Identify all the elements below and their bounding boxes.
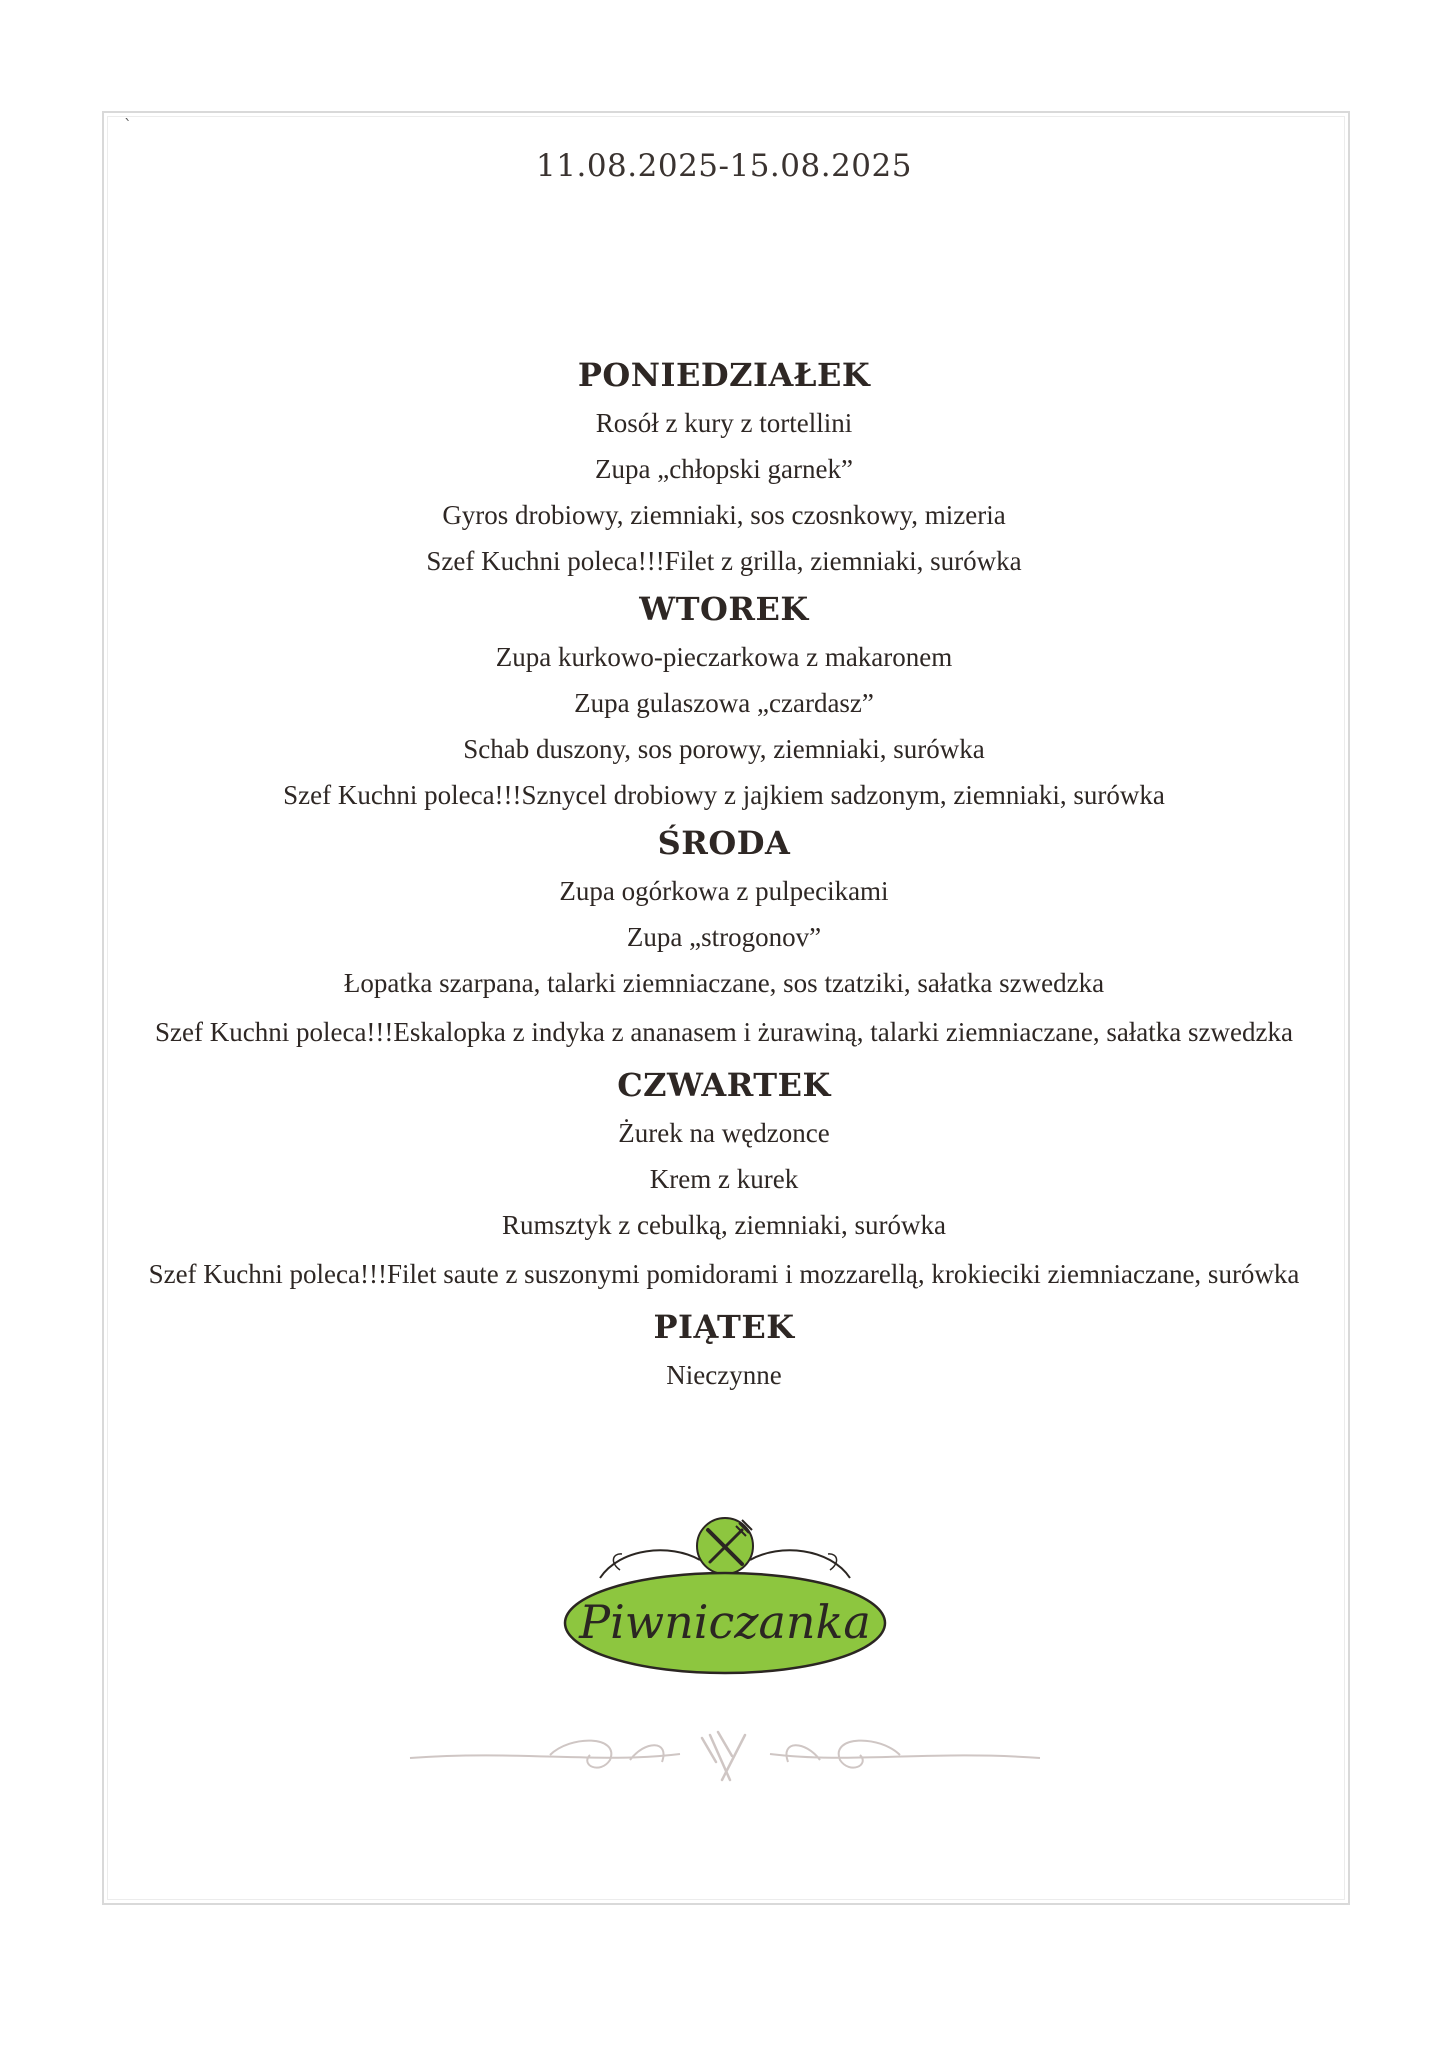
dish-item: Zupa kurkowo-pieczarkowa z makaronem <box>495 642 953 672</box>
ornament-curl-right <box>786 1745 820 1762</box>
dish-item: Zupa „chłopski garnek” <box>595 454 853 484</box>
day-thursday <box>132 1060 1316 1302</box>
day-monday <box>132 350 1316 584</box>
dish-item: Schab duszony, sos porowy, ziemniaki, surówka <box>463 734 985 764</box>
restaurant-logo <box>560 1508 890 1678</box>
dish-item-closed: Nieczynne <box>666 1360 782 1390</box>
dish-item-chef-special: Szef Kuchni poleca!!!Filet saute z suszonymi pomidorami i mozzarellą, krokieciki ziemniaczane, surówka <box>148 1259 1300 1289</box>
dish-item: Zupa „strogonov” <box>626 922 822 952</box>
dish-item: Żurek na wędzonce <box>618 1118 830 1148</box>
tick-mark: ` <box>124 116 132 135</box>
ornament-swirl-left <box>550 1741 611 1768</box>
dish-item: Zupa gulaszowa „czardasz” <box>574 688 874 718</box>
day-heading: PIĄTEK <box>653 1308 795 1346</box>
ornament-curl-left <box>630 1745 664 1762</box>
dish-item-chef-special: Szef Kuchni poleca!!!Sznycel drobiowy z jajkiem sadzonym, ziemniaki, surówka <box>283 780 1165 810</box>
ornament-fork-icon <box>702 1732 745 1780</box>
fork-knife-icon <box>697 1518 753 1574</box>
ornament-line-left <box>410 1754 680 1758</box>
logo-text: Piwniczanka <box>579 1595 871 1649</box>
dish-item: Krem z kurek <box>649 1164 799 1194</box>
dish-item: Rumsztyk z cebulką, ziemniaki, surówka <box>502 1210 946 1240</box>
ornament-line-right <box>770 1754 1040 1758</box>
dish-item: Łopatka szarpana, talarki ziemniaczane, sos tzatziki, sałatka szwedzka <box>343 968 1105 998</box>
day-friday <box>132 1302 1316 1398</box>
dish-item: Gyros drobiowy, ziemniaki, sos czosnkowy, mizeria <box>442 500 1006 530</box>
dish-item-chef-special: Szef Kuchni poleca!!!Eskalopka z indyka z ananasem i żurawiną, talarki ziemniaczane, sałatka szwedzka <box>155 1017 1293 1047</box>
day-tuesday <box>132 584 1316 818</box>
day-heading: PONIEDZIAŁEK <box>577 356 871 394</box>
day-wednesday <box>132 818 1316 1060</box>
day-heading: CZWARTEK <box>617 1066 831 1104</box>
date-range: 11.08.2025-15.08.2025 <box>536 148 912 184</box>
day-heading: WTOREK <box>639 590 809 628</box>
fork-flourish-ornament <box>400 1720 1050 1790</box>
weekly-menu <box>132 350 1316 1398</box>
day-heading: ŚRODA <box>657 824 791 862</box>
ornament-swirl-right <box>839 1741 900 1768</box>
dish-item-chef-special: Szef Kuchni poleca!!!Filet z grilla, ziemniaki, surówka <box>426 546 1022 576</box>
dish-item: Zupa ogórkowa z pulpecikami <box>559 876 889 906</box>
dish-item: Rosół z kury z tortellini <box>595 408 853 438</box>
